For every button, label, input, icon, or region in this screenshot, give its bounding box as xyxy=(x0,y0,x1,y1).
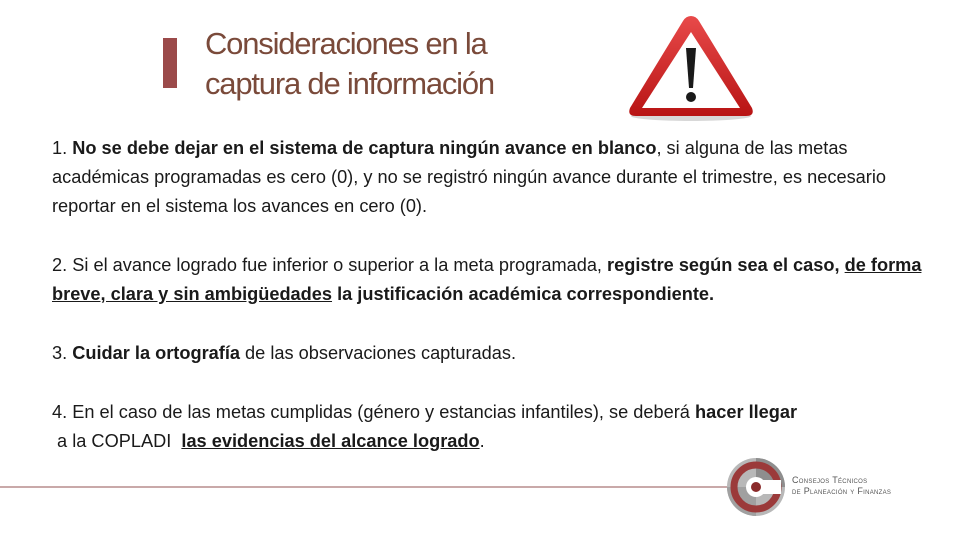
item-bold-text: la justificación académica correspondiente. xyxy=(332,284,715,304)
org-line-2: de Planeación y Finanzas xyxy=(792,486,892,496)
item-text: Si el avance logrado fue inferior o superior a la meta programada, xyxy=(72,255,608,275)
item-text: , si alguna de las metas académicas programadas es cero (0), y no se registró ningún avance durante el trimestre, es necesario reportar en el sistema los avances en cero (0). xyxy=(52,138,887,216)
item-bold-underlined-text: las evidencias del alcance logrado xyxy=(181,431,480,451)
title-accent-bar xyxy=(163,38,177,88)
item-bold-text: No se debe dejar en el sistema de captura ningún avance en blanco xyxy=(72,138,657,158)
item-number: 3. xyxy=(52,343,68,363)
item-text: de las observaciones capturadas. xyxy=(240,343,517,363)
item-number: 4. xyxy=(52,402,68,422)
instruction-item-1 xyxy=(52,134,922,221)
item-number: 2. xyxy=(52,255,68,275)
item-bold-text: hacer llegar xyxy=(694,402,798,422)
item-text: a la COPLADI xyxy=(52,431,182,451)
footer-divider xyxy=(0,486,730,488)
item-bold-text: registre según sea el caso, xyxy=(607,255,845,275)
item-bold-text: Cuidar la ortografía xyxy=(72,343,240,363)
item-text: . xyxy=(479,431,485,451)
instruction-item-4 xyxy=(52,398,922,456)
instructions-list xyxy=(52,134,922,486)
org-line-1: Consejos Técnicos xyxy=(792,475,868,485)
instruction-item-2 xyxy=(52,251,922,309)
consejos-tecnicos-logo xyxy=(725,456,787,518)
item-bold-underlined-text: de forma breve, clara y sin ambigüedades xyxy=(52,255,922,304)
item-text: En el caso de las metas cumplidas (género y estancias infantiles), se deberá xyxy=(72,402,695,422)
item-number: 1. xyxy=(52,138,68,158)
title-line-2: captura de información xyxy=(205,66,494,101)
page-title xyxy=(205,24,494,104)
warning-triangle-icon xyxy=(626,12,756,122)
instruction-item-3 xyxy=(52,339,922,368)
title-line-1: Consideraciones en la xyxy=(205,26,487,61)
organization-name xyxy=(792,475,891,497)
